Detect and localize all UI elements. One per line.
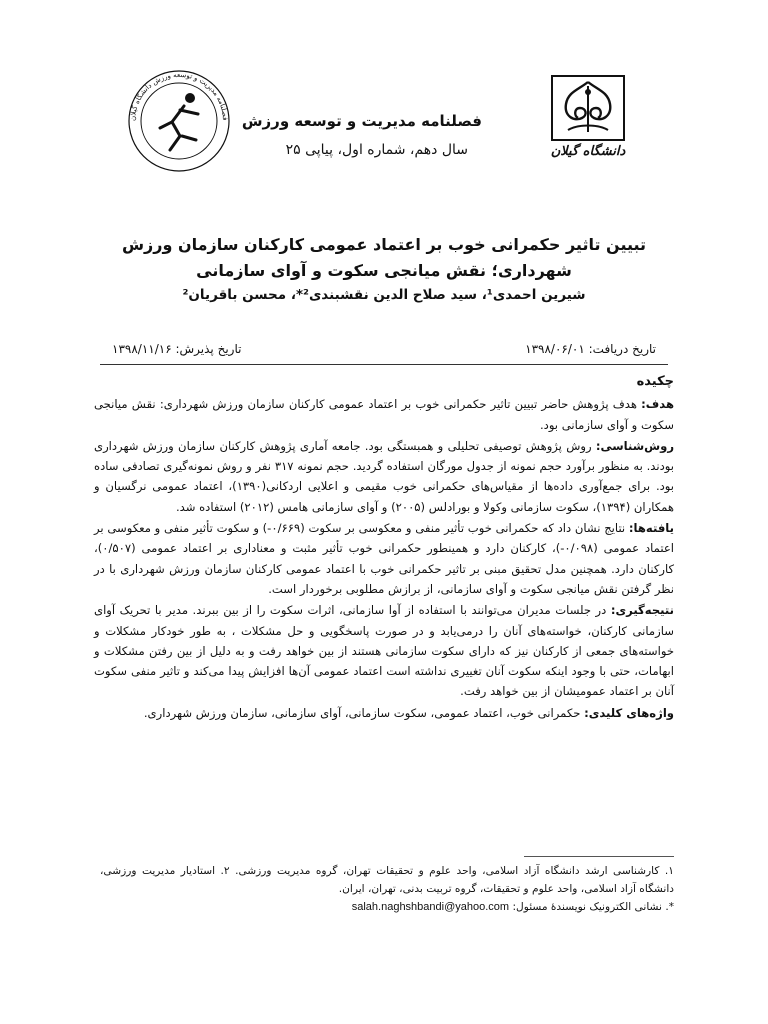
footnotes xyxy=(100,862,674,916)
university-logo xyxy=(538,70,638,174)
footnote-corresponding xyxy=(100,898,674,916)
abstract xyxy=(94,372,674,724)
abstract-methodology xyxy=(94,436,674,517)
section-text: در جلسات مدیران می‌توانند با استفاده از آوا سازمانی، اثرات سکوت را از بین ببرند. مدیر با تحریک آوای سازمانی کارکنان، خواسته‌های آنان را درمی‌یابد و در صورت پاسخگویی و حل مشکلات ، به طور خودکار مشکلات و خواسته‌های جمعی از کارکنان نیز که دارای سکوت سازمانی هستند از بین خواهد رفت و به دلیل از بین رفتن مشکلات و ابهامات، حتی با وجود اینکه سکوت آنان تغییری نداشته است اعتماد عمومی آن‌ها افزایش پیدا می‌کند و تاثیر منفی سکوت آنان بر اعتماد عمومیشان از بین خواهد رفت. xyxy=(94,603,674,699)
emblem-ring-textpath: فصلنامه مدیریت و توسعه ورزش دانشگاه گیلان xyxy=(128,70,230,122)
section-text: هدف پژوهش حاضر تبیین تاثیر حکمرانی خوب بر اعتماد عمومی کارکنان سازمان ورزش شهرداری: نقش میانجی سکوت و آوای سازمانی بود. xyxy=(94,397,674,432)
accepted-date: تاریخ پذیرش: ۱۳۹۸/۱۱/۱۶ xyxy=(112,342,242,356)
section-text: نتایج نشان داد که حکمرانی خوب تأثیر منفی و معکوسی بر سکوت (۰/۶۶۹-) و سکوت تأثیر منفی و معکوسی بر اعتماد عمومی (۰/۰۹۸-)، کارکنان دارد و همینطور حکمرانی خوب تأثیر مثبت و معناداری بر اعتماد عمومی (۰/۵۰۷)، کارکنان دارد. همچنین مدل تحقیق مبنی بر تاثیر حکمرانی خوب با اعتماد عمومی کارکنان سازمان ورزش شهرداری با در نظر گرفتن نقش میانجی سکوت و آوای سازمانی، از برازش مطلوبی برخوردار است. xyxy=(94,521,674,596)
journal-issue: سال دهم، شماره اول، پیاپی ۲۵ xyxy=(285,142,468,158)
footnote-affiliations: ۱. کارشناسی ارشد دانشگاه آزاد اسلامی، واحد علوم و تحقیقات تهران، گروه مدیریت ورزشی. ۲. استادیار مدیریت ورزشی، دانشگاه آزاد اسلامی، واحد علوم و تحقیقات، گروه تربیت بدنی، تهران، ایران. xyxy=(100,865,674,895)
section-label: واژه‌های کلیدی: xyxy=(584,705,674,720)
journal-title: فصلنامه مدیریت و توسعه ورزش xyxy=(241,112,482,130)
abstract-heading: چکیده xyxy=(636,374,674,389)
section-text: حکمرانی خوب، اعتماد عمومی، سکوت سازمانی، آوای سازمانی، سازمان ورزش شهرداری. xyxy=(143,705,585,720)
abstract-findings xyxy=(94,518,674,599)
footnote-divider xyxy=(524,856,674,857)
section-label: نتیجه‌گیری: xyxy=(610,603,674,618)
author-list: شیرین احمدی¹، سید صلاح الدین نقشبندی²*، محسن باقریان² xyxy=(182,287,586,303)
dates-divider xyxy=(100,364,668,365)
section-label: یافته‌ها: xyxy=(628,521,674,536)
corresponding-email[interactable]: salah.naghshbandi@yahoo.com xyxy=(351,901,510,913)
abstract-purpose xyxy=(94,394,674,435)
section-label: هدف: xyxy=(641,397,674,412)
received-date: تاریخ دریافت: ۱۳۹۸/۰۶/۰۱ xyxy=(525,342,656,356)
runner-figure-icon xyxy=(160,93,198,150)
paper-title: تبیین تاثیر حکمرانی خوب بر اعتماد عمومی کارکنان سازمان ورزش شهرداری؛ نقش میانجی سکوت و آوای سازمانی xyxy=(121,235,647,280)
university-logo-text: دانشگاه گیلان xyxy=(550,144,626,159)
journal-header xyxy=(0,60,768,180)
abstract-keywords xyxy=(94,703,674,723)
abstract-conclusion xyxy=(94,600,674,701)
journal-emblem xyxy=(124,66,234,176)
section-label: روش‌شناسی: xyxy=(595,438,674,453)
corresponding-label: *. نشانی الکترونیک نویسندۀ مسئول: xyxy=(512,901,674,913)
section-text: روش پژوهش توصیفی تحلیلی و همبستگی بود. جامعه آماری پژوهش کارکنان سازمان ورزش شهرداری بودند. به منظور برآورد حجم نمونه از جدول مورگان استفاده گردید. حجم نمونه ۳۱۷ نفر و روش نمونه‌گیری تصادفی ساده بود. برای جمع‌آوری داده‌ها از مقیاس‌های حکمرانی خوب مقیمی و اعلایی اردکانی(۱۳۹۰)، اعتماد عمومی نرگسیان و همکاران (۱۳۹۴)، سکوت سازمانی وکولا و بورادلس (۲۰۰۵) و آوای سازمانی هامس (۲۰۱۲) استفاده شد. xyxy=(94,438,675,514)
